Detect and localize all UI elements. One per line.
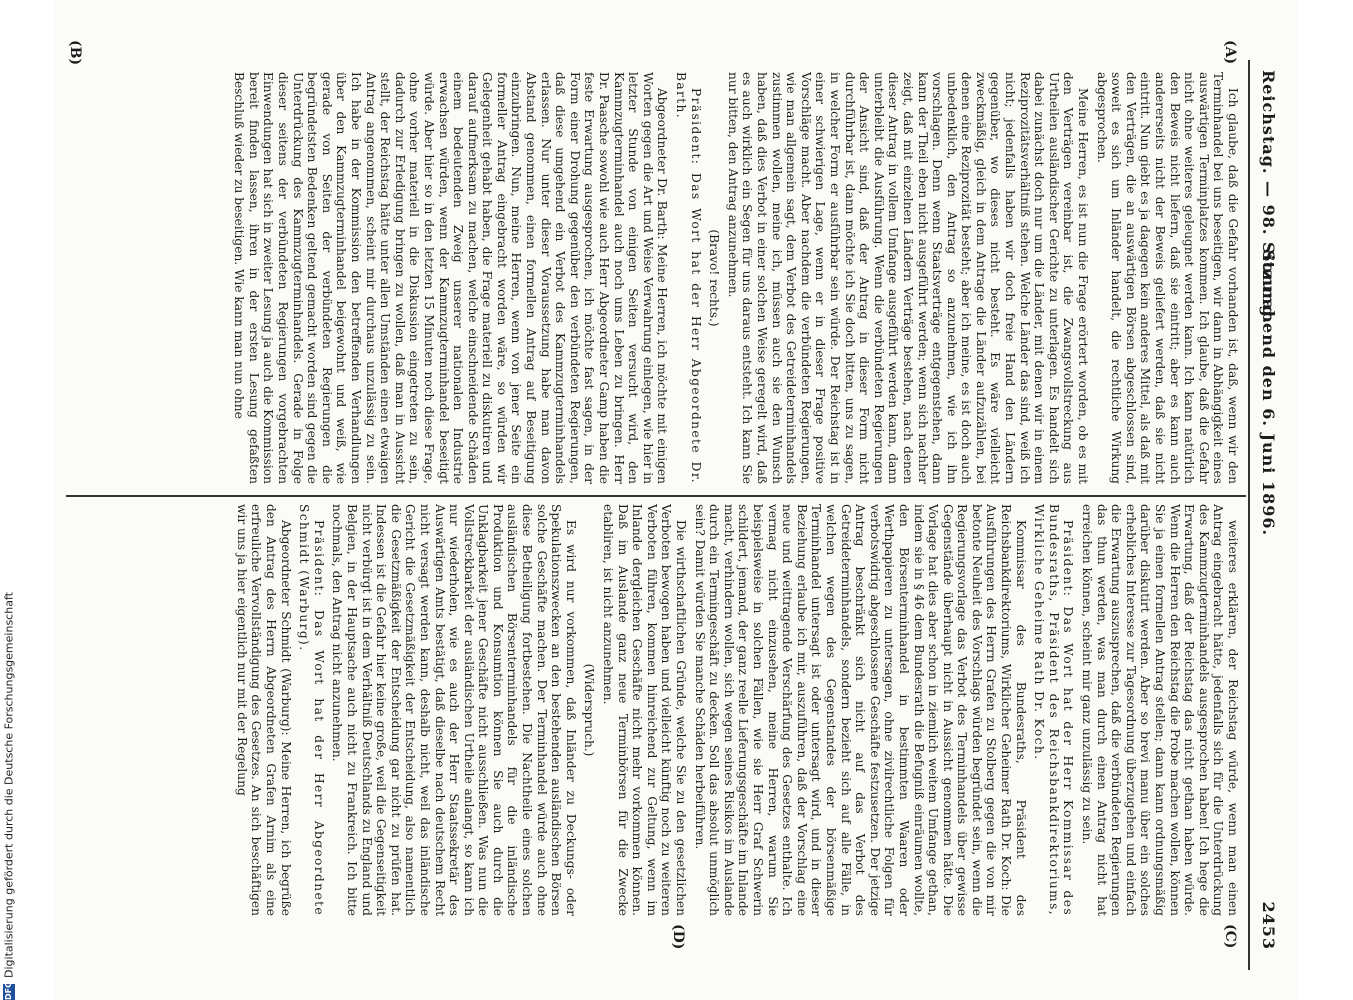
paragraph: weiteres erklären, der Reichstag würde, wenn man einen Antrag eingebracht hätte, jedenfalls sich für die Unterdrückung des Kammzugterminhandels ausgesprochen haben! Ich hege die Erwartung, daß der Reichstag das nicht gethan haben würde. Wenn die Herren den Reichstag die Probe machen wollen, können Sie ja einen formellen Antrag stellen; dann kann ordnungsmäßig darüber diskutirt werden. Aber so brevi manu über ein solches erhebliches Interesse zur Tagesordnung überzugehen und einfach die Erwartung auszusprechen, daß die verbündeten Regierungen das thun werden, was man durch einen Antrag nicht hat erreichen können, scheint mir ganz unzulässig zu sein. (1080, 504, 1240, 916)
paragraph: Präsident: Das Wort hat der Herr Kommissar des Bundesraths, Präsident des Reichsbankdirektoriums, Wirkliche Geheime Rath Dr. Koch. (1032, 504, 1076, 916)
header-rule (1248, 60, 1250, 970)
digitization-credit (2, 0, 22, 1000)
credit-text: Digitalisierung gefördert durch die Deutsche Forschungsgemeinschaft (2, 592, 16, 978)
running-header (1254, 70, 1284, 960)
margin-mark-a: (A) (1222, 40, 1238, 65)
paragraph: Es wird nur vorkommen, daß Inländer zu Deckungs- oder Spekulationszwecken an den bestehenden ausländischen Börsen solche Geschäfte machen. Der Terminhandel würde auch ohne diese Betheiligung fortbestehen. Die Nachtheile eines solchen ausländischen Börsenterminhandels für die inländische Produktion und Konsumtion können Sie auch durch die Unklagbarkeit jener Geschäfte nicht ausschließen. Was nun die Vollstreckbarkeit der ausländischen Urtheile anlangt, so kann ich nur wiederholen, wie es auch der Herr Staatssekretär des Auswärtigen Amts bestätigt, daß dieselbe nach deutschem Recht nicht versagt werden kann, deshalb nicht, weil das inländische Gericht die Gesetzmäßigkeit der Entscheidung, also namentlich die Gesetzmäßigkeit der Entscheidung gar nicht zu prüfen hat. Indessen ist die Gefahr hier keine große, weil die Gegenseitigkeit nicht verbürgt ist in dem Verhältniß Deutschlands zu England und Belgien, in der Hauptsache auch nicht zu Frankreich. Ich bitte nochmals, den Antrag nicht anzunehmen. (330, 504, 578, 916)
margin-mark-d: (D) (670, 924, 686, 950)
page-number: 2453 (1259, 901, 1278, 950)
header-date: Sonnabend den 6. Juni 1896. (1259, 250, 1278, 537)
paragraph: Präsident: Das Wort hat der Herr Abgeordnete Schmidt (Warburg). (297, 504, 326, 916)
margin-mark-c: (C) (1222, 924, 1238, 949)
paragraph: (Widerspruch.) (582, 663, 597, 757)
paragraph: Ich glaube, daß die Gefahr vorhanden ist, daß, wenn wir den Terminhandel bei uns beseitigen, wir dann in Abhängigkeit eines auswärtigen Terminplatzes kommen. Ich glaube, daß die Gefahr nicht ohne weiteres geleugnet werden kann. Ich kann natürlich den Beweis nicht liefern, daß sie eintritt; aber es kann auch andererseits nicht der Beweis geliefert werden, daß sie nicht eintritt. Nun giebt es ja dagegen kein anderes Mittel, als daß mit den Verträgen, die an auswärtigen Börsen abgeschlossen sind, soweit es sich um Inländer handelt, die rechtliche Wirkung abgesprochen. (1094, 72, 1240, 484)
paragraph: (Bravo! rechts.) (707, 229, 722, 327)
paragraph: Abgeordneter Schmidt (Warburg): Meine Herren, ich begrüße den Antrag des Herrn Abgeordneten Grafen Arnim als eine erfreuliche Vervollständigung des Gesetzes. An sich beschäftigen wir uns ja hier eigentlich nur mit der Regelung (234, 504, 293, 916)
paragraph: Die wirthschaftlichen Gründe, welche Sie zu den gesetzlichen Verboten bewogen haben und vielleicht künftig noch zu weiteren Verboten führen, kommen hinreichend zur Geltung, wenn im Inlande dergleichen Geschäfte nicht mehr vorkommen können. Daß im Auslande ganz neue Terminbörsen für die Zwecke etabliren, ist nicht anzunehmen. (601, 504, 689, 916)
column-divider (66, 495, 1246, 497)
scanned-page (53, 0, 1298, 1000)
margin-mark-b: (B) (67, 40, 83, 66)
paragraph: Kommissar des Bundesraths, Präsident des Reichsbankdirektoriums, Wirklicher Geheimer Rath Dr. Koch: Die Ausführungen des Herrn Grafen zu Stolberg gegen die von mir betonte Neuheit des Vorschlags würden begründet sein, wenn die Regierungsvorlage das Verbot des Terminhandels über gewisse Gegenstände überhaupt nicht in Aussicht genommen hätte. Die Vorlage hat dies aber schon in ziemlich weitem Umfange gethan, indem sie in § 46 dem Bundesrath die Befugniß einräumen wollte, den Börsenterminhandel in bestimmten Waaren oder Werthpapieren zu untersagen, ohne zivilrechtliche Folgen für verbotswidrig abgeschlossene Geschäfte festzusetzen. Der jetzige Antrag beschränkt sich nicht auf das Verbot des Getreideterminhandels, sondern bezieht sich auf alle Fälle, in welchen wegen des Gegenstandes der börsenmäßige Terminhandel untersagt ist oder untersagt wird, und in dieser Beziehung erlaube ich mir, auszuführen, daß der Vorschlag eine neue und weittragende Verschärfung des Gesetzes enthalte. Ich vermag nicht einzusehen, meine Herren, warum Sie beispielsweise in solchen Fällen, wie sie Herr Graf Schwerin schildert, jemand, der ganz reelle Lieferungsgeschäfte im Inlande macht, verhindern wollen, sich wegen seines Risikos im Auslande durch ein Termingeschäft zu decken. Soll das absolut unmöglich sein? Damit würden Sie manche Schäden herbeiführen. (692, 504, 1028, 916)
paragraph: Präsident: Das Wort hat der Herr Abgeordnete Dr. Barth. (674, 72, 703, 484)
text-column-right (70, 504, 1240, 916)
text-column-left (70, 72, 1240, 484)
paragraph: Abgeordneter Dr. Barth: Meine Herren, ich möchte mit einigen Worten gegen die Art und Weise Verwahrung einlegen, wie hier in letzter Stunde von einigen Seiten versucht wird, den Kammzugterminhandel auch noch ums Leben zu bringen. Herr Dr. Paasche sowohl wie auch Herr Abgeordneter Gamp haben die feste Erwartung ausgesprochen, ich möchte fast sagen, in der Form einer Drohung gegenüber den verbündeten Regierungen, daß diese umgehend ein Verbot des Kammzugterminhandels erlassen. Nur unter dieser Voraussetzung habe man davon Abstand genommen, einen formellen Antrag auf Beseitigung einzubringen. Nun, meine Herren, wenn von jener Seite ein formeller Antrag eingebracht worden wäre, so würden wir Gelegenheit gehabt haben, die Frage materiell zu diskutiren und darauf aufmerksam zu machen, welche einschneidende Schäden einem bedeutenden Zweig unserer nationalen Industrie erwachsen würden, wenn der Kammzugterminhandel beseitigt würde. Aber hier so in den letzten 15 Minuten noch diese Frage, ohne vorher materiell in die Diskussion eingetreten zu sein, dadurch zur Erledigung bringen zu wollen, daß man in Aussicht stellt, der Reichstag hätte unter allen Umständen einen etwaigen Antrag angenommen, scheint mir durchaus unzulässig zu sein. Ich habe in der Kommission den betreffenden Verhandlungen über den Kammzugterminhandel beigewohnt und weiß, wie gerade von Seiten der verbündeten Regierungen die begründetsten Bedenken geltend gemacht worden sind gegen die Unterdrückung des Kammzugterminhandels. Gerade in Folge dieser seitens der verbündeten Regierungen vorgebrachten Einwendungen hat sich in zweiter Lesung ja auch die Kommission bereit finden lassen, ihren in der ersten Lesung gefaßten Beschluß wieder zu beseitigen. Wie kann man nun ohne (232, 72, 670, 484)
header-left: Reichstag. — 98. Sitzung. (1259, 70, 1278, 325)
paragraph: Meine Herren, es ist nun die Frage erörtert worden, ob es mit den Verträgen vereinbar ist, die Zwangsvollstreckung aus Urtheilen ausländischer Gerichte zu unterlagen. Es handelt sich dabei zunächst doch nur um die Länder, mit denen wir in einem Reziprozitätsverhältniß stehen. Welche Länder das sind, weiß ich nicht; jedenfalls haben wir doch freie Hand den Ländern gegenüber, wo dieses nicht besteht. Es wäre vielleicht zweckmäßig, gleich in dem Antrage die Länder aufzuzählen, bei denen eine Reziprozität besteht; aber ich meine, es ist doch auch unbedenklich, den Antrag so anzunehmen, wie ich ihn vorschlagen. Denn wenn Staatsverträge entgegenstehen, dann kann der Theil eben nicht ausgeführt werden; wenn sich nachher zeigt, daß mit einzelnen Ländern Verträge bestehen, nach denen dieser Antrag in vollem Umfange ausgeführt werden kann, dann unterbleibt die Ausführung. Wenn die verbündeten Regierungen der Ansicht sind, daß der Antrag in dieser Form nicht durchführbar ist, dann möchte ich Sie doch bitten, uns zu sagen, in welcher Form er ausführbar sein würde. Der Reichstag ist in einer schwierigen Lage, wenn er in dieser Frage positive Vorschläge macht. Aber nachdem die verbündeten Regierungen, wie man allgemein sagt, dem Verbot des Getreideterminhandels zustimmen wollen, meine ich, müssen auch sie den Wunsch haben, daß dies Verbot in einer solchen Weise geregelt wird, daß es auch wirklich ein Segen für uns daraus entsteht. Ich kann Sie nur bitten, den Antrag anzunehmen. (725, 72, 1091, 484)
dfg-logo-icon: DFG (4, 981, 13, 1000)
